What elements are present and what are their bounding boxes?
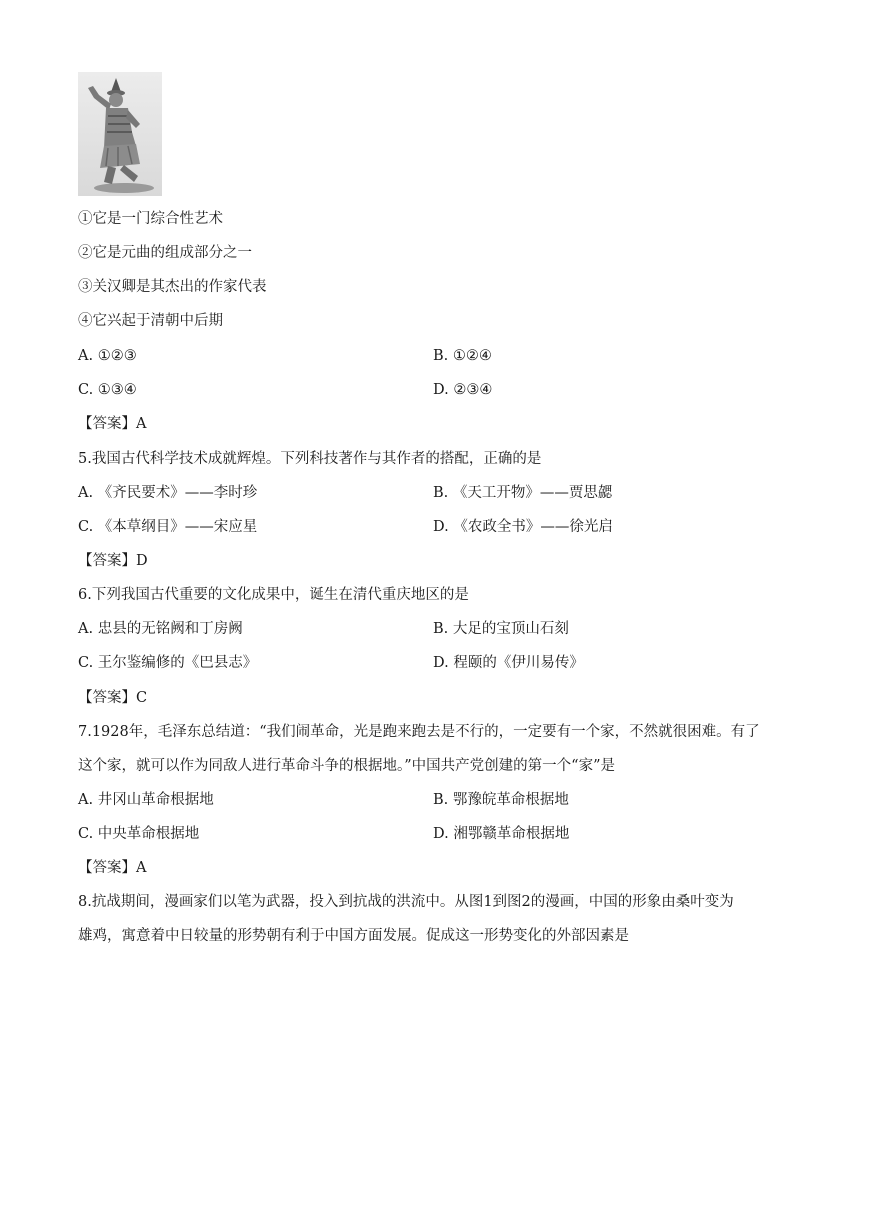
- q6-option-a[interactable]: A. 忠县的无铭阙和丁房阙: [78, 621, 243, 637]
- q6-option-d[interactable]: D. 程颐的《伊川易传》: [433, 655, 584, 671]
- q4-option-d[interactable]: D. ②③④: [433, 382, 493, 398]
- q5-answer: 【答案】D: [78, 553, 148, 569]
- q8-stem-line-1: 8.抗战期间，漫画家们以笔为武器，投入到抗战的洪流中。从图1到图2的漫画，中国的形象由桑叶变为: [78, 894, 734, 910]
- q7-option-d[interactable]: D. 湘鄂赣革命根据地: [433, 826, 570, 842]
- q5-option-c[interactable]: C. 《本草纲目》——宋应星: [78, 519, 258, 535]
- q7-option-c[interactable]: C. 中央革命根据地: [78, 826, 200, 842]
- statement-1: ①它是一门综合性艺术: [78, 211, 223, 227]
- statement-2: ②它是元曲的组成部分之一: [78, 245, 252, 261]
- statement-4: ④它兴起于清朝中后期: [78, 313, 223, 329]
- q5-option-a[interactable]: A. 《齐民要术》——李时珍: [78, 485, 258, 501]
- q5-stem: 5.我国古代科学技术成就辉煌。下列科技著作与其作者的搭配，正确的是: [78, 451, 542, 467]
- q6-option-b[interactable]: B. 大足的宝顶山石刻: [433, 621, 569, 637]
- q6-option-c[interactable]: C. 王尔鉴编修的《巴县志》: [78, 655, 258, 671]
- q7-option-a[interactable]: A. 井冈山革命根据地: [78, 792, 214, 808]
- q7-option-b[interactable]: B. 鄂豫皖革命根据地: [433, 792, 569, 808]
- q7-answer: 【答案】A: [78, 860, 147, 876]
- q7-stem-line-1: 7.1928年，毛泽东总结道：“我们闹革命，光是跑来跑去是不行的，一定要有一个家，不然就很困难。有了: [78, 724, 760, 740]
- statement-3: ③关汉卿是其杰出的作家代表: [78, 279, 267, 295]
- q5-option-d[interactable]: D. 《农政全书》——徐光启: [433, 519, 613, 535]
- q6-answer: 【答案】C: [78, 690, 148, 706]
- q7-stem-line-2: 这个家，就可以作为同敌人进行革命斗争的根据地。”中国共产党创建的第一个“家”是: [78, 758, 615, 774]
- q4-option-a[interactable]: A. ①②③: [78, 348, 137, 364]
- figurine-photo: [78, 72, 162, 196]
- q5-option-b[interactable]: B. 《天工开物》——贾思勰: [433, 485, 613, 501]
- q4-option-b[interactable]: B. ①②④: [433, 348, 492, 364]
- q8-stem-line-2: 雄鸡，寓意着中日较量的形势朝有利于中国方面发展。促成这一形势变化的外部因素是: [78, 928, 629, 944]
- q4-answer: 【答案】A: [78, 416, 147, 432]
- q6-stem: 6.下列我国古代重要的文化成果中，诞生在清代重庆地区的是: [78, 587, 469, 603]
- q4-option-c[interactable]: C. ①③④: [78, 382, 137, 398]
